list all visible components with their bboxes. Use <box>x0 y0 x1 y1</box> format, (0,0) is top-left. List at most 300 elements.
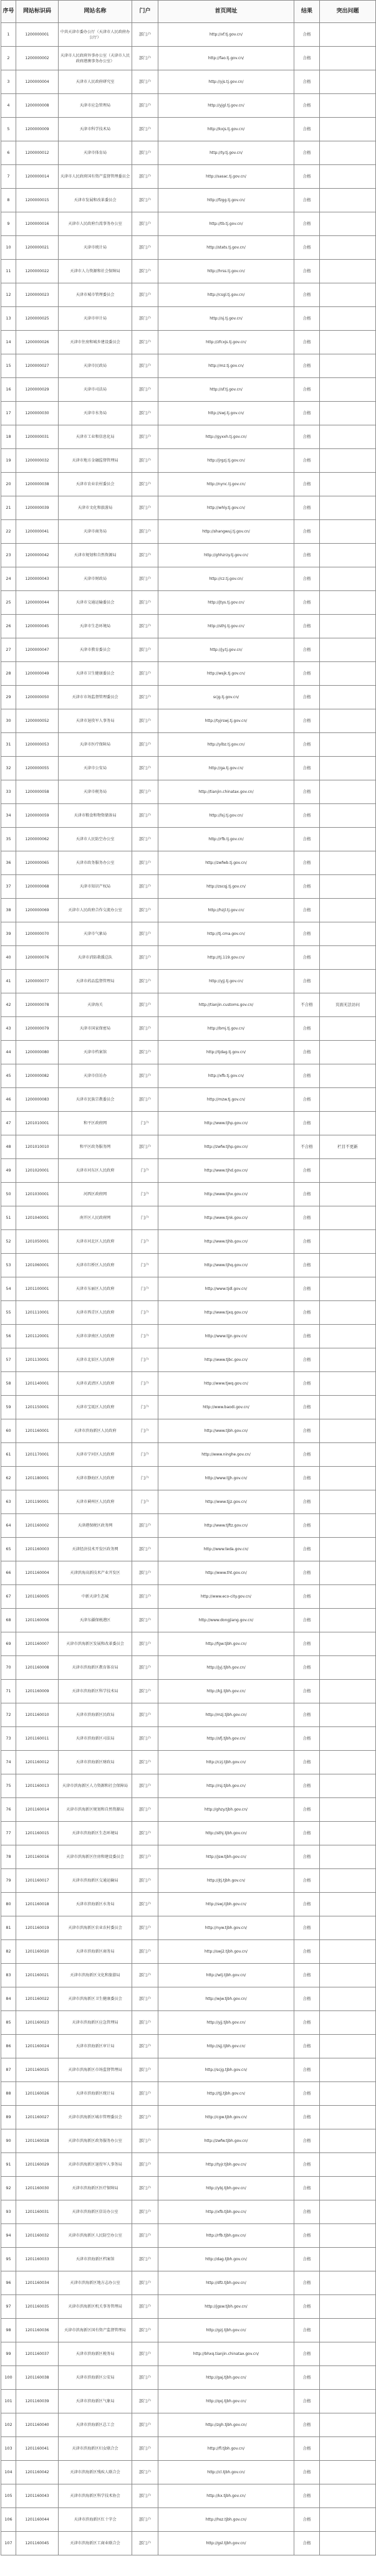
cell-homepage-url[interactable]: http://dag.tjbh.gov.cn/ <box>158 2248 294 2271</box>
cell-site-name: 天津市退役军人事务局 <box>59 709 132 733</box>
cell-site-name: 天津市滨海新区信访办公室 <box>59 2200 132 2224</box>
cell-result: 合格 <box>294 1561 320 1585</box>
header-site-name: 网站名称 <box>59 1 132 23</box>
cell-site-name: 天津市红桥区人民政府 <box>59 1254 132 1277</box>
cell-homepage-url[interactable]: http://www.tjnk.gov.cn/ <box>158 1206 294 1230</box>
cell-homepage-url[interactable]: http://fgw.tjbh.gov.cn/ <box>158 1632 294 1656</box>
cell-result: 合格 <box>294 662 320 686</box>
cell-homepage-url[interactable]: http://www.teda.gov.cn/ <box>158 1538 294 1561</box>
cell-site-code: 1201160002 <box>16 1514 59 1538</box>
cell-portal-type: 部门户 <box>132 2532 158 2555</box>
cell-result: 合格 <box>294 2082 320 2106</box>
table-row <box>1 1680 376 1703</box>
table-row <box>1 1467 376 1490</box>
cell-site-name: 天津市财政局 <box>59 567 132 591</box>
cell-index: 79 <box>1 1869 16 1893</box>
cell-site-name: 天津市医疗保障局 <box>59 733 132 757</box>
cell-portal-type: 部门户 <box>132 1041 158 1064</box>
cell-homepage-url[interactable]: http://mz.tj.gov.cn/ <box>158 354 294 378</box>
table-row <box>1 1230 376 1254</box>
cell-result: 合格 <box>294 2224 320 2248</box>
cell-site-code: 1201160004 <box>16 1561 59 1585</box>
table-row <box>1 2532 376 2555</box>
cell-homepage-url[interactable]: http://wlj.tjbh.gov.cn/ <box>158 1964 294 1987</box>
cell-site-name: 天津市规划和自然资源局 <box>59 544 132 567</box>
cell-portal-type: 部门户 <box>132 733 158 757</box>
cell-index: 74 <box>1 1751 16 1774</box>
cell-homepage-url[interactable]: http://tyjr.tjbh.gov.cn/ <box>158 2153 294 2177</box>
cell-result: 合格 <box>294 189 320 212</box>
cell-portal-type: 部门户 <box>132 851 158 875</box>
cell-site-name: 天津市滨海新区应急管理局 <box>59 2011 132 2035</box>
cell-homepage-url[interactable]: http://yjs.tj.gov.cn/ <box>158 70 294 94</box>
cell-index: 77 <box>1 1822 16 1845</box>
cell-portal-type: 门户 <box>132 1396 158 1419</box>
cell-site-name: 天津市统计局 <box>59 236 132 260</box>
cell-portal-type: 部门户 <box>132 1656 158 1680</box>
cell-homepage-url[interactable]: http://cl.tjbh.gov.cn/ <box>158 2461 294 2484</box>
cell-homepage-url[interactable]: http://jgsw.tjbh.gov.cn/ <box>158 2295 294 2319</box>
cell-homepage-url[interactable]: http://qxj.tjbh.gov.cn/ <box>158 2390 294 2413</box>
cell-index: 88 <box>1 2082 16 2106</box>
cell-homepage-url[interactable]: http://gaj.tjbh.gov.cn/ <box>158 2366 294 2390</box>
cell-homepage-url[interactable]: http://mzj.tjbh.gov.cn/ <box>158 1703 294 1727</box>
cell-homepage-url[interactable]: http://jtys.tj.gov.cn/ <box>158 591 294 615</box>
table-row <box>1 1396 376 1419</box>
cell-site-code: 1200000022 <box>16 260 59 283</box>
cell-index: 10 <box>1 236 16 260</box>
cell-homepage-url[interactable]: http://www.tjhx.gov.cn/ <box>158 1183 294 1206</box>
cell-portal-type: 部门户 <box>132 354 158 378</box>
cell-homepage-url[interactable]: http://bmj.tj.gov.cn/ <box>158 1017 294 1041</box>
cell-homepage-url[interactable]: http://gzj.tjbh.gov.cn/ <box>158 2319 294 2342</box>
cell-issue <box>320 757 376 780</box>
cell-result: 合格 <box>294 2177 320 2200</box>
cell-site-code: 1201120001 <box>16 1325 59 1348</box>
cell-result: 合格 <box>294 2390 320 2413</box>
cell-homepage-url[interactable]: http://rfb.tj.gov.cn/ <box>158 828 294 851</box>
cell-homepage-url[interactable]: http://www.tht.gov.cn/ <box>158 1561 294 1585</box>
cell-homepage-url[interactable]: http://sjj.tjbh.gov.cn/ <box>158 2035 294 2058</box>
cell-site-name: 天津市城市管理委员会 <box>59 283 132 307</box>
cell-portal-type: 部门户 <box>132 118 158 141</box>
cell-homepage-url[interactable]: http://xf.tj.gov.cn/ <box>158 23 294 47</box>
cell-portal-type: 部门户 <box>132 2508 158 2532</box>
cell-site-name: 天津市滨海新区发展和改革委员会 <box>59 1632 132 1656</box>
cell-index: 42 <box>1 993 16 1017</box>
table-row <box>1 851 376 875</box>
cell-site-code: 1201160018 <box>16 1893 59 1916</box>
cell-homepage-url[interactable]: http://lsj.tj.gov.cn/ <box>158 804 294 828</box>
cell-issue <box>320 615 376 638</box>
cell-index: 14 <box>1 331 16 354</box>
cell-homepage-url[interactable]: http://tjj.tjbh.gov.cn/ <box>158 2082 294 2106</box>
table-body <box>1 23 376 2555</box>
cell-result: 合格 <box>294 2532 320 2555</box>
cell-result: 不合格 <box>294 993 320 1017</box>
cell-homepage-url[interactable]: http://kjj.tjbh.gov.cn/ <box>158 1680 294 1703</box>
cell-homepage-url[interactable]: http://swj.tj.gov.cn/ <box>158 402 294 425</box>
cell-issue <box>320 354 376 378</box>
cell-homepage-url[interactable]: http://tj.cma.gov.cn/ <box>158 922 294 946</box>
cell-issue <box>320 662 376 686</box>
cell-site-name: 天津市文化和旅游局 <box>59 496 132 520</box>
cell-index: 47 <box>1 1112 16 1135</box>
website-inspection-table <box>1 0 376 2555</box>
cell-index: 82 <box>1 1940 16 1964</box>
cell-site-name: 天津市滨海新区地方志办公室 <box>59 2271 132 2295</box>
cell-issue <box>320 1632 376 1656</box>
cell-site-code: 1201060001 <box>16 1254 59 1277</box>
cell-homepage-url[interactable]: http://www.eco-city.gov.cn/ <box>158 1585 294 1609</box>
cell-site-code: 1201160032 <box>16 2224 59 2248</box>
cell-homepage-url[interactable]: http://zscqj.tj.gov.cn/ <box>158 875 294 899</box>
cell-homepage-url[interactable]: http://zgh.tjbh.gov.cn/ <box>158 2413 294 2437</box>
cell-portal-type: 门户 <box>132 1348 158 1372</box>
cell-homepage-url[interactable]: http://czj.tjbh.gov.cn/ <box>158 1751 294 1774</box>
cell-site-name: 河西区政府网 <box>59 1183 132 1206</box>
cell-issue <box>320 1348 376 1372</box>
cell-homepage-url[interactable]: http://rfb.tjbh.gov.cn/ <box>158 2224 294 2248</box>
cell-homepage-url[interactable]: http://hzjl.tj.gov.cn/ <box>158 899 294 922</box>
cell-portal-type: 部门户 <box>132 425 158 449</box>
cell-result: 合格 <box>294 1774 320 1798</box>
cell-homepage-url[interactable]: http://tianjin.customs.gov.cn/ <box>158 993 294 1017</box>
cell-site-name: 天津市滨海新区生态环境局 <box>59 1822 132 1845</box>
cell-index: 91 <box>1 2153 16 2177</box>
cell-site-name: 中新天津生态城 <box>59 1585 132 1609</box>
cell-issue <box>320 2295 376 2319</box>
cell-homepage-url[interactable]: http://jy.tj.gov.cn/ <box>158 638 294 662</box>
cell-homepage-url[interactable]: http://www.dongjiang.gov.cn/ <box>158 1609 294 1632</box>
cell-homepage-url[interactable]: http://www.baodi.gov.cn/ <box>158 1396 294 1419</box>
cell-portal-type: 部门户 <box>132 1751 158 1774</box>
cell-result: 合格 <box>294 733 320 757</box>
cell-index: 90 <box>1 2129 16 2153</box>
cell-result: 合格 <box>294 544 320 567</box>
cell-site-name: 天津市滨海新区民政局 <box>59 1703 132 1727</box>
cell-issue <box>320 1845 376 1869</box>
cell-homepage-url[interactable]: http://www.tjftz.gov.cn/ <box>158 1514 294 1538</box>
cell-homepage-url[interactable]: http://zfcxjs.tj.gov.cn/ <box>158 331 294 354</box>
cell-homepage-url[interactable]: http://sthj.tjbh.gov.cn/ <box>158 1822 294 1845</box>
cell-homepage-url[interactable]: http://nyw.tjbh.gov.cn/ <box>158 1916 294 1940</box>
cell-site-code: 1201160014 <box>16 1798 59 1822</box>
table-row <box>1 236 376 260</box>
table-row <box>1 1916 376 1940</box>
cell-portal-type: 部门户 <box>132 473 158 496</box>
cell-site-code: 1201160037 <box>16 2342 59 2366</box>
cell-result: 合格 <box>294 1822 320 1845</box>
cell-index: 40 <box>1 946 16 970</box>
cell-site-code: 1200000031 <box>16 425 59 449</box>
cell-site-name: 天津市卫生健康委员会 <box>59 662 132 686</box>
cell-site-code: 1200000047 <box>16 638 59 662</box>
cell-homepage-url[interactable]: http://mzw.tj.gov.cn/ <box>158 1088 294 1112</box>
cell-homepage-url[interactable]: http://scjg.tjbh.gov.cn/ <box>158 2058 294 2082</box>
cell-homepage-url[interactable]: http://www.tjhd.gov.cn/ <box>158 1159 294 1183</box>
cell-homepage-url[interactable]: http://cgw.tjbh.gov.cn/ <box>158 2106 294 2129</box>
cell-homepage-url[interactable]: http://xfb.tjbh.gov.cn/ <box>158 2200 294 2224</box>
cell-homepage-url[interactable]: http://dfz.tjbh.gov.cn/ <box>158 2271 294 2295</box>
cell-homepage-url[interactable]: http://whly.tj.gov.cn/ <box>158 496 294 520</box>
cell-homepage-url[interactable]: http://tjdag.tj.gov.cn/ <box>158 1041 294 1064</box>
cell-homepage-url[interactable]: http://yjgl.tj.gov.cn/ <box>158 94 294 118</box>
cell-issue <box>320 70 376 94</box>
cell-portal-type: 门户 <box>132 1206 158 1230</box>
table-row <box>1 1798 376 1822</box>
table-row <box>1 2271 376 2295</box>
cell-homepage-url[interactable]: scjg.tj.gov.cn/ <box>158 686 294 709</box>
cell-homepage-url[interactable]: http://www.tjbc.gov.cn/ <box>158 1348 294 1372</box>
cell-index: 97 <box>1 2295 16 2319</box>
cell-index: 62 <box>1 1467 16 1490</box>
cell-homepage-url[interactable]: http://fl.tjbh.gov.cn/ <box>158 2437 294 2461</box>
cell-homepage-url[interactable]: http://gsl.tjbh.gov.cn/ <box>158 2532 294 2555</box>
cell-homepage-url[interactable]: http://ghhzrzy.tj.gov.cn/ <box>158 544 294 567</box>
cell-site-name: 天津市应急管理局 <box>59 94 132 118</box>
table-row <box>1 970 376 993</box>
cell-site-code: 1200000023 <box>16 283 59 307</box>
cell-homepage-url[interactable]: http://tianjin.chinatax.gov.cn/ <box>158 780 294 804</box>
table-row <box>1 402 376 425</box>
cell-homepage-url[interactable]: http://sthj.tj.gov.cn/ <box>158 615 294 638</box>
cell-site-name: 天津市北辰区人民政府 <box>59 1348 132 1372</box>
cell-site-name: 天津市滨海新区文化和旅游局 <box>59 1964 132 1987</box>
cell-homepage-url[interactable]: http://zwfw.tjhp.gov.cn/ <box>158 1135 294 1159</box>
cell-homepage-url[interactable]: http://www.tjbh.gov.cn/ <box>158 1419 294 1443</box>
cell-homepage-url[interactable]: http://kx.tjbh.gov.cn/ <box>158 2484 294 2508</box>
cell-homepage-url[interactable]: http://yjj.tj.gov.cn/ <box>158 970 294 993</box>
cell-homepage-url[interactable]: http://ybj.tjbh.gov.cn/ <box>158 2177 294 2200</box>
cell-site-code: 1201160034 <box>16 2271 59 2295</box>
cell-site-code: 1201160010 <box>16 1703 59 1727</box>
cell-homepage-url[interactable]: http://sfj.tjbh.gov.cn/ <box>158 1727 294 1751</box>
table-row <box>1 2390 376 2413</box>
cell-site-name: 天津市知识产权局 <box>59 875 132 899</box>
cell-homepage-url[interactable]: http://yjj.tjbh.gov.cn/ <box>158 2011 294 2035</box>
cell-homepage-url[interactable]: http://hrss.tj.gov.cn/ <box>158 260 294 283</box>
cell-result: 合格 <box>294 1254 320 1277</box>
cell-site-name: 天津市东丽区人民政府 <box>59 1277 132 1301</box>
cell-result: 合格 <box>294 236 320 260</box>
cell-index: 52 <box>1 1230 16 1254</box>
cell-result: 合格 <box>294 1940 320 1964</box>
cell-homepage-url[interactable]: http://www.tjhp.gov.cn/ <box>158 1112 294 1135</box>
cell-issue <box>320 709 376 733</box>
cell-site-name: 天津市人力资源和社会保障局 <box>59 260 132 283</box>
table-row <box>1 1277 376 1301</box>
cell-homepage-url[interactable]: http://xfb.tj.gov.cn/ <box>158 1064 294 1088</box>
cell-homepage-url[interactable]: http://www.tjwq.gov.cn/ <box>158 1372 294 1396</box>
cell-homepage-url[interactable]: http://tj.119.gov.cn/ <box>158 946 294 970</box>
cell-site-name: 天津市滨海新区档案馆 <box>59 2248 132 2271</box>
cell-result: 合格 <box>294 1183 320 1206</box>
cell-homepage-url[interactable]: http://shangwuj.tj.gov.cn/ <box>158 520 294 544</box>
cell-homepage-url[interactable]: http://www.tjjn.gov.cn/ <box>158 1325 294 1348</box>
cell-homepage-url[interactable]: http://sf.tj.gov.cn/ <box>158 378 294 402</box>
cell-issue <box>320 1538 376 1561</box>
cell-homepage-url[interactable]: http://tb.tj.gov.cn/ <box>158 212 294 236</box>
table-row <box>1 1656 376 1680</box>
cell-homepage-url[interactable]: http://sasac.tj.gov.cn/ <box>158 165 294 189</box>
cell-site-code: 1200000050 <box>16 686 59 709</box>
table-row <box>1 520 376 544</box>
cell-index: 43 <box>1 1017 16 1041</box>
header-issue: 突出问题 <box>320 1 376 23</box>
cell-homepage-url[interactable]: http://sj.tj.gov.cn/ <box>158 307 294 331</box>
cell-homepage-url[interactable]: http://jtj.tjbh.gov.cn/ <box>158 1869 294 1893</box>
cell-homepage-url[interactable]: http://ga.tj.gov.cn/ <box>158 757 294 780</box>
cell-portal-type: 部门户 <box>132 1088 158 1112</box>
cell-issue <box>320 1893 376 1916</box>
cell-issue <box>320 1490 376 1514</box>
cell-homepage-url[interactable]: http://wsjk.tj.gov.cn/ <box>158 662 294 686</box>
table-row <box>1 1490 376 1514</box>
cell-site-code: 1201160030 <box>16 2177 59 2200</box>
cell-homepage-url[interactable]: http://cz.tj.gov.cn/ <box>158 567 294 591</box>
cell-issue <box>320 2390 376 2413</box>
cell-issue <box>320 236 376 260</box>
cell-homepage-url[interactable]: http://www.tjhq.gov.cn/ <box>158 1254 294 1277</box>
table-row <box>1 1940 376 1964</box>
cell-homepage-url[interactable]: http://swj.tjbh.gov.cn/ <box>158 1893 294 1916</box>
cell-site-name: 天津市滨海新区财政局 <box>59 1751 132 1774</box>
cell-result: 合格 <box>294 922 320 946</box>
cell-result: 合格 <box>294 425 320 449</box>
table-row <box>1 2508 376 2532</box>
cell-homepage-url[interactable]: http://gyxxh.tj.gov.cn/ <box>158 425 294 449</box>
cell-index: 56 <box>1 1325 16 1348</box>
cell-issue <box>320 2366 376 2390</box>
cell-portal-type: 部门户 <box>132 1798 158 1822</box>
cell-index: 20 <box>1 473 16 496</box>
cell-issue <box>320 307 376 331</box>
cell-homepage-url[interactable]: http://zwfw.tjbh.gov.cn/ <box>158 2129 294 2153</box>
table-row <box>1 378 376 402</box>
cell-site-code: 1201160021 <box>16 1964 59 1987</box>
cell-issue <box>320 331 376 354</box>
table-row <box>1 2224 376 2248</box>
cell-homepage-url[interactable]: http://jsw.tjbh.gov.cn/ <box>158 1845 294 1869</box>
table-row <box>1 354 376 378</box>
cell-homepage-url[interactable]: http://csgl.tj.gov.cn/ <box>158 283 294 307</box>
table-row <box>1 496 376 520</box>
cell-index: 28 <box>1 662 16 686</box>
cell-homepage-url[interactable]: http://fao.tj.gov.cn/ <box>158 47 294 70</box>
cell-homepage-url[interactable]: http://www.tjjz.gov.cn/ <box>158 1490 294 1514</box>
cell-homepage-url[interactable]: http://www.tjjh.gov.cn/ <box>158 1467 294 1490</box>
cell-homepage-url[interactable]: http://fzgg.tj.gov.cn/ <box>158 189 294 212</box>
cell-result: 合格 <box>294 354 320 378</box>
cell-index: 102 <box>1 2413 16 2437</box>
table-row <box>1 946 376 970</box>
table-row <box>1 2295 376 2319</box>
cell-site-code: 1200000065 <box>16 851 59 875</box>
cell-homepage-url[interactable]: http://www.tjxq.gov.cn/ <box>158 1301 294 1325</box>
table-row <box>1 2319 376 2342</box>
cell-portal-type: 部门户 <box>132 757 158 780</box>
cell-issue <box>320 1916 376 1940</box>
cell-site-code: 1200000008 <box>16 94 59 118</box>
table-row <box>1 733 376 757</box>
cell-index: 34 <box>1 804 16 828</box>
table-row <box>1 1632 376 1656</box>
cell-homepage-url[interactable]: http://www.tjdl.gov.cn/ <box>158 1277 294 1301</box>
cell-homepage-url[interactable]: http://ty.tj.gov.cn/ <box>158 141 294 165</box>
cell-homepage-url[interactable]: http://ghzy.tjbh.gov.cn/ <box>158 1798 294 1822</box>
cell-homepage-url[interactable]: http://jyj.tjbh.gov.cn/ <box>158 1656 294 1680</box>
cell-issue: 栏目不更新 <box>320 1135 376 1159</box>
cell-site-code: 1201160012 <box>16 1751 59 1774</box>
table-row <box>1 922 376 946</box>
cell-issue <box>320 378 376 402</box>
cell-result: 合格 <box>294 1656 320 1680</box>
cell-site-code: 1201010001 <box>16 1112 59 1135</box>
cell-site-name: 天津市滨海新区住房和建设委员会 <box>59 1845 132 1869</box>
cell-homepage-url[interactable]: http://tyjrswj.tj.gov.cn/ <box>158 709 294 733</box>
cell-issue <box>320 2532 376 2555</box>
cell-homepage-url[interactable]: http://wjw.tjbh.gov.cn/ <box>158 1987 294 2011</box>
cell-homepage-url[interactable]: http://swj2.tjbh.gov.cn/ <box>158 1940 294 1964</box>
cell-site-code: 1201160033 <box>16 2248 59 2271</box>
cell-site-code: 1201160024 <box>16 2035 59 2058</box>
cell-homepage-url[interactable]: http://bhxq.tianjin.chinatax.gov.cn/ <box>158 2342 294 2366</box>
cell-homepage-url[interactable]: http://kxjs.tj.gov.cn/ <box>158 118 294 141</box>
cell-index: 57 <box>1 1348 16 1372</box>
cell-site-code: 1200000009 <box>16 118 59 141</box>
table-row <box>1 1159 376 1183</box>
cell-result: 合格 <box>294 331 320 354</box>
cell-index: 2 <box>1 47 16 70</box>
cell-site-name: 天津市滨海新区人民防空办公室 <box>59 2224 132 2248</box>
cell-site-code: 1201160041 <box>16 2437 59 2461</box>
cell-result: 合格 <box>294 2271 320 2295</box>
cell-homepage-url[interactable]: http://www.ninghe.gov.cn/ <box>158 1443 294 1467</box>
cell-site-name: 天津市人民政府国有资产监督管理委员会 <box>59 165 132 189</box>
cell-site-code: 1201160017 <box>16 1869 59 1893</box>
cell-homepage-url[interactable]: http://zwfwb.tj.gov.cn/ <box>158 851 294 875</box>
cell-index: 8 <box>1 189 16 212</box>
table-row <box>1 709 376 733</box>
cell-site-name: 天津市西青区人民政府 <box>59 1301 132 1325</box>
cell-site-name: 天津市滨海新区农业农村委员会 <box>59 1916 132 1940</box>
cell-homepage-url[interactable]: http://hsz.tjbh.gov.cn/ <box>158 2508 294 2532</box>
cell-issue <box>320 1751 376 1774</box>
table-row <box>1 875 376 899</box>
cell-portal-type: 部门户 <box>132 662 158 686</box>
cell-portal-type: 部门户 <box>132 970 158 993</box>
cell-site-code: 1201160039 <box>16 2390 59 2413</box>
cell-homepage-url[interactable]: http://jrgzj.tj.gov.cn/ <box>158 449 294 473</box>
cell-homepage-url[interactable]: http://ylbz.tj.gov.cn/ <box>158 733 294 757</box>
cell-result: 合格 <box>294 757 320 780</box>
cell-site-name: 天津市税务局 <box>59 780 132 804</box>
cell-homepage-url[interactable]: http://rsj.tjbh.gov.cn/ <box>158 1774 294 1798</box>
cell-homepage-url[interactable]: http://nync.tj.gov.cn/ <box>158 473 294 496</box>
cell-result: 合格 <box>294 23 320 47</box>
cell-homepage-url[interactable]: http://stats.tj.gov.cn/ <box>158 236 294 260</box>
table-row <box>1 828 376 851</box>
table-row <box>1 1585 376 1609</box>
table-row <box>1 1893 376 1916</box>
cell-result: 合格 <box>294 2342 320 2366</box>
cell-site-code: 1201140001 <box>16 1372 59 1396</box>
cell-index: 65 <box>1 1538 16 1561</box>
cell-issue <box>320 425 376 449</box>
cell-homepage-url[interactable]: http://www.tjhb.gov.cn/ <box>158 1230 294 1254</box>
cell-site-name: 天津市滨海新区商务局 <box>59 1940 132 1964</box>
